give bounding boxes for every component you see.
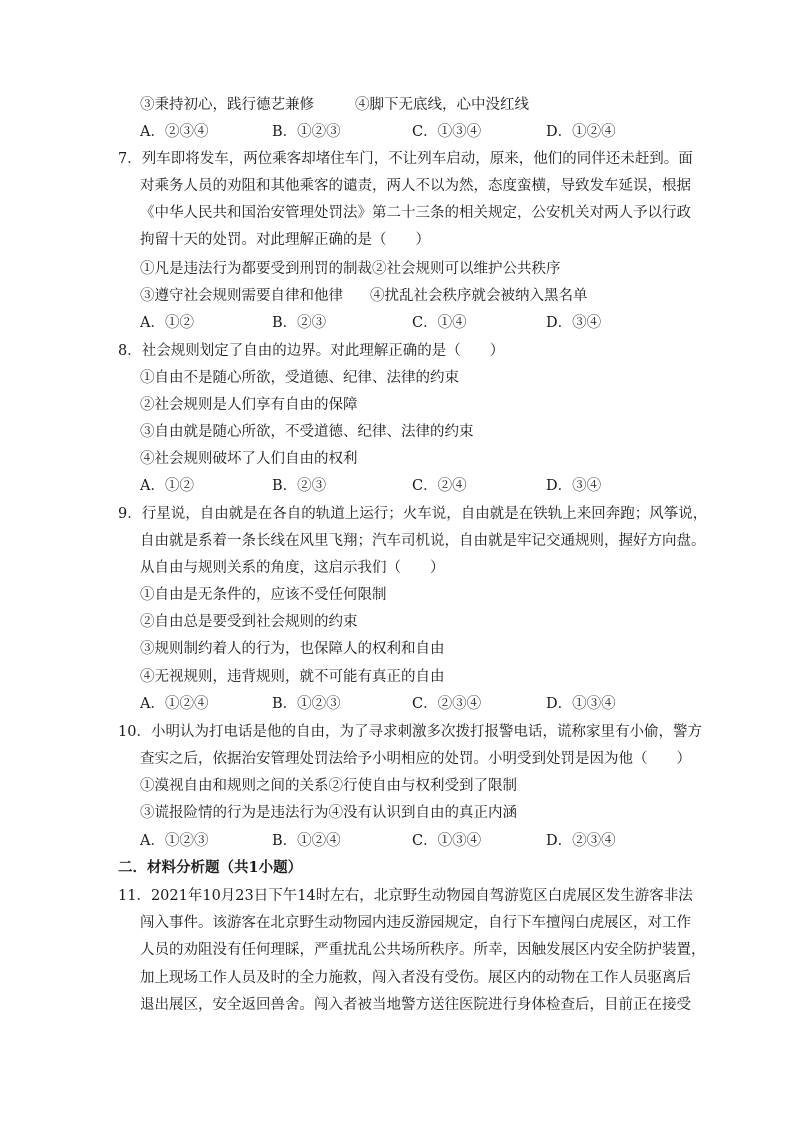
q7-option-a: A．①② [140, 315, 194, 331]
prev-option-d: D．①②④ [546, 124, 616, 140]
q8-item-4: ④社会规则破坏了人们自由的权利 [140, 451, 358, 467]
q8-option-b: B．②③ [272, 478, 327, 494]
q7-stem-line-2: 对乘务人员的劝阻和其他乘客的谴责，两人不以为然，态度蛮横，导致发车延误，根据 [140, 178, 691, 194]
q10-option-a: A．①②③ [140, 833, 209, 849]
q8-option-c: C．②④ [412, 478, 467, 494]
q8-item-1: ①自由不是随心所欲，受道德、纪律、法律的约束 [140, 370, 459, 386]
q9-stem-line-1: 9．行星说，自由就是在各自的轨道上运行；火车说，自由就是在铁轨上来回奔跑；风筝说， [118, 506, 708, 522]
q8-item-3: ③自由就是随心所欲，不受道德、纪律、法律的约束 [140, 424, 474, 440]
q9-option-a: A．①②④ [140, 696, 209, 712]
q7-item-4: ④扰乱社会秩序就会被纳入黑名单 [370, 288, 588, 304]
q11-material-line-1: 11．2021年10月23日下午14时左右，北京野生动物园自驾游览区白虎展区发生游客非法 [118, 888, 693, 904]
q9-item-1: ①自由是无条件的，应该不受任何限制 [140, 587, 387, 603]
q8-item-2: ②社会规则是人们享有自由的保障 [140, 397, 358, 413]
q8-stem: 8．社会规则划定了自由的边界。对此理解正确的是（ ） [118, 343, 505, 359]
q9-option-c: C．②③④ [412, 696, 482, 712]
q10-option-d: D．②③④ [546, 833, 616, 849]
q10-stem-line-2: 查实之后，依据治安管理处罚法给予小明相应的处罚。小明受到处罚是因为他（ ） [140, 751, 691, 767]
q7-item-1-2: ①凡是违法行为都要受到刑罚的制裁②社会规则可以维护公共秩序 [140, 261, 561, 277]
q9-stem-line-2: 自由就是系着一条长线在风里飞翔；汽车司机说，自由就是牢记交通规则，握好方向盘。 [140, 533, 706, 549]
q8-option-d: D．③④ [546, 478, 602, 494]
q11-material-line-4: 加上现场工作人员及时的全力施救，闯入者没有受伤。展区内的动物在工作人员驱离后 [140, 970, 691, 986]
q7-stem-line-1: 7．列车即将发车，两位乘客却堵住车门，不让列车启动，原来，他们的同伴还未赶到。面 [118, 151, 693, 167]
q7-item-3: ③遵守社会规则需要自律和他律 [140, 288, 343, 304]
q9-option-b: B．①②③ [272, 696, 341, 712]
q9-item-4: ④无视规则，违背规则，就不可能有真正的自由 [140, 669, 445, 685]
q9-stem-line-3: 从自由与规则关系的角度，这启示我们（ ） [140, 560, 445, 576]
q9-item-2: ②自由总是要受到社会规则的约束 [140, 614, 358, 630]
prev-item-4: ④脚下无底线，心中没红线 [355, 97, 529, 113]
q8-option-a: A．①② [140, 478, 194, 494]
q10-item-1-2: ①漠视自由和规则之间的关系②行使自由与权利受到了限制 [140, 778, 517, 794]
q9-option-d: D．①③④ [546, 696, 616, 712]
q11-material-line-2: 闯入事件。该游客在北京野生动物园内违反游园规定，自行下车擅闯白虎展区，对工作 [140, 915, 691, 931]
q7-option-c: C．①④ [412, 315, 467, 331]
section-2-heading: 二．材料分析题（共1小题） [118, 859, 303, 876]
q7-stem-line-4: 拘留十天的处罚。对此理解正确的是（ ） [140, 232, 430, 248]
prev-option-c: C．①③④ [412, 124, 482, 140]
q7-stem-line-3: 《中华人民共和国治安管理处罚法》第二十三条的相关规定，公安机关对两人予以行政 [140, 205, 691, 221]
q9-item-3: ③规则制约着人的行为，也保障人的权利和自由 [140, 641, 445, 657]
prev-option-b: B．①②③ [272, 124, 341, 140]
q10-option-c: C．①③④ [412, 833, 482, 849]
prev-option-a: A．②③④ [140, 124, 209, 140]
q7-option-b: B．②③ [272, 315, 327, 331]
q10-option-b: B．①②④ [272, 833, 341, 849]
prev-item-3: ③秉持初心，践行德艺兼修 [140, 97, 314, 113]
q10-item-3-4: ③谎报险情的行为是违法行为④没有认识到自由的真正内涵 [140, 805, 517, 821]
q11-material-line-5: 退出展区，安全返回兽舍。闯入者被当地警方送往医院进行身体检查后，目前正在接受 [140, 997, 691, 1013]
q7-option-d: D．③④ [546, 315, 602, 331]
q10-stem-line-1: 10．小明认为打电话是他的自由，为了寻求刺激多次拨打报警电话，谎称家里有小偷，警方 [118, 724, 702, 740]
q11-material-line-3: 人员的劝阻没有任何理睬，严重扰乱公共场所秩序。所幸，因触发展区内安全防护装置， [140, 942, 706, 958]
